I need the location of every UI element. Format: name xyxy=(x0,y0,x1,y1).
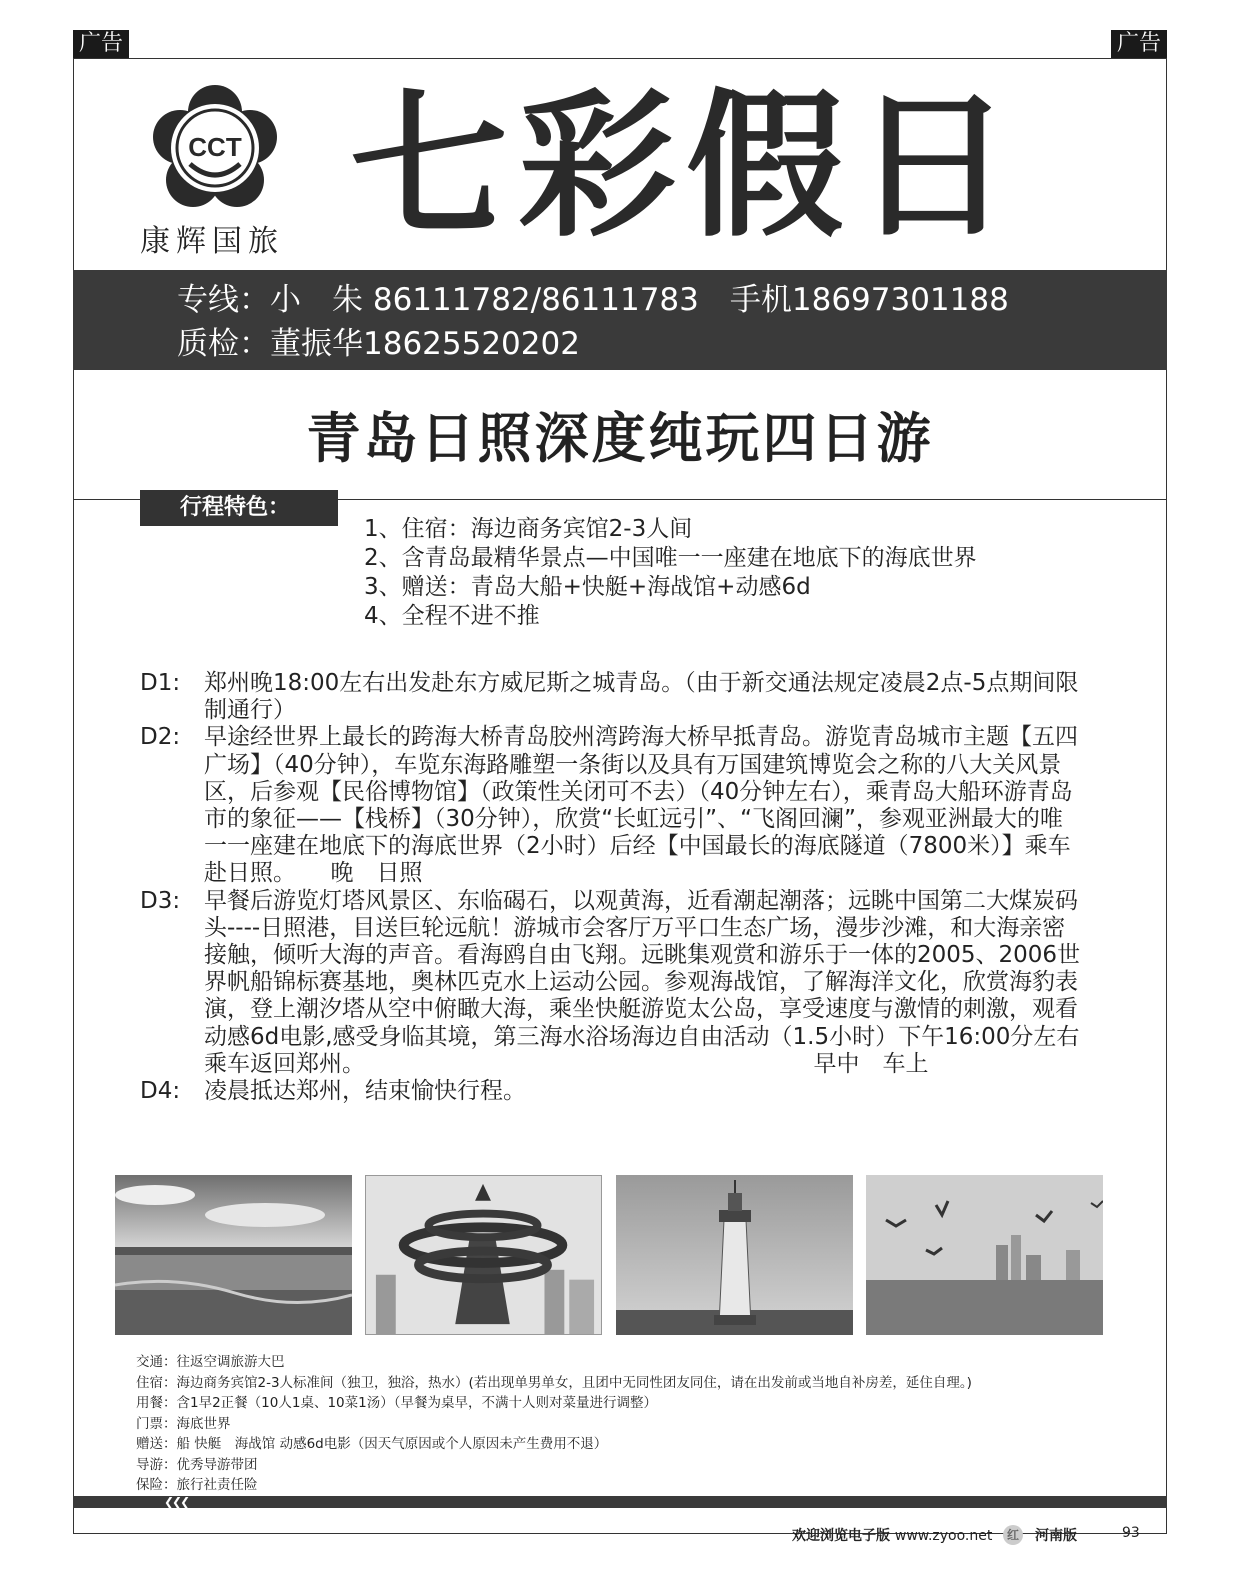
seal-icon: 红 xyxy=(1003,1525,1023,1545)
itinerary-day xyxy=(140,670,1085,724)
feature-item: 3、赠送：青岛大船+快艇+海战馆+动感6d xyxy=(364,574,811,600)
ad-label-right: 广告 xyxy=(1111,30,1167,58)
features-list xyxy=(364,515,977,631)
itinerary xyxy=(140,670,1085,1105)
itinerary-day xyxy=(140,888,1085,1078)
note-item: 交通：往返空调旅游大巴 xyxy=(136,1354,285,1370)
note-item: 用餐：含1早2正餐（10人1桌、10菜1汤）（早餐为桌早，不满十人则对菜量进行调整） xyxy=(136,1395,657,1411)
contact-quality: 质检：董振华18625520202 xyxy=(177,326,580,362)
footer-url[interactable]: www.zyoo.net xyxy=(894,1528,993,1544)
contact-banner xyxy=(73,270,1167,370)
seagulls-photo xyxy=(866,1175,1103,1335)
note-item: 赠送：船 快艇 海战馆 动感6d电影（因天气原因或个人原因未产生费用不退） xyxy=(136,1436,608,1452)
brand-title: 七彩假日 xyxy=(350,75,1022,259)
itinerary-day xyxy=(140,1078,1085,1105)
title-area xyxy=(73,370,1167,500)
note-item: 保险：旅行社责任险 xyxy=(136,1477,258,1493)
day-text: 凌晨抵达郑州，结束愉快行程。 xyxy=(204,1078,526,1105)
note-item: 住宿：海边商务宾馆2-3人标准间（独卫，独浴，热水）(若出现单男单女，且团中无同性团友同住，请在出发前或当地自补房差，延住自理。) xyxy=(136,1374,972,1391)
beach-photo xyxy=(115,1175,352,1335)
footer-edition: 河南版 xyxy=(1035,1528,1077,1544)
day-label: D2: xyxy=(140,724,181,751)
cct-logo-icon xyxy=(150,82,280,212)
feature-item: 1、住宿：海边商务宾馆2-3人间 xyxy=(364,516,693,542)
day-label: D4: xyxy=(140,1078,181,1105)
day-text: 早餐后游览灯塔风景区、东临碣石，以观黄海，近看潮起潮落；远眺中国第二大煤炭码头----日照港，目送巨轮远航！游城市会客厅万平口生态广场，漫步沙滩，和大海亲密接触，倾听大海的声音。看海鸥自由飞翔。远眺集观赏和游乐于一体的2005、2006世界帆船锦标赛基地，奥林匹克水上运动公园。参观海战馆，了解海洋文化，欣赏海豹表演，登上潮汐塔从空中俯瞰大海，乘坐快艇游览太公岛，享受速度与激情的刺激，观看动感6d电影,感受身临其境，第三海水浴场海边自由活动（1.5小时）下午16:00分左右乘车返回郑州。 早中 车上 xyxy=(204,887,1081,1077)
day-text: 郑州晚18:00左右出发赴东方威尼斯之城青岛。（由于新交通法规定凌晨2点-5点期间限制通行） xyxy=(204,670,1079,724)
lighthouse-photo xyxy=(616,1175,853,1335)
footer-welcome xyxy=(792,1525,992,1545)
day-text: 早途经世界上最长的跨海大桥青岛胶州湾跨海大桥早抵青岛。游览青岛城市主题【五四广场】（40分钟），车览东海路雕塑一条街以及具有万国建筑博览会之称的八大关风景区，后参观【民俗博物馆】（政策性关闭可不去）（40分钟左右），乘青岛大船环游青岛市的象征——【栈桥】（30分钟），欣赏“长虹远引”、“飞阁回澜”，参观亚洲最大的唯一一座建在地底下的海底世界（2小时）后经【中国最长的海底隧道（7800米）】乘车赴日照。 晚 日照 xyxy=(204,724,1078,887)
tour-title: 青岛日照深度纯玩四日游 xyxy=(306,406,934,470)
feature-item: 4、全程不进不推 xyxy=(364,603,540,629)
feature-item: 2、含青岛最精华景点—中国唯一一座建在地底下的海底世界 xyxy=(364,545,977,571)
note-item: 导游：优秀导游带团 xyxy=(136,1456,258,1473)
itinerary-day xyxy=(140,724,1085,887)
company-name: 康辉国旅 xyxy=(140,224,284,259)
footer-bar xyxy=(73,1496,1167,1508)
chevron-left-icon: ❮❮❮ xyxy=(164,1495,189,1509)
ad-label-left: 广告 xyxy=(73,30,129,58)
notes xyxy=(136,1352,972,1496)
may-fourth-sculpture-photo xyxy=(365,1175,602,1335)
logo-text: CCT xyxy=(188,132,242,162)
note-item: 门票：海底世界 xyxy=(136,1415,231,1432)
page-number: 93 xyxy=(1122,1525,1140,1541)
contact-hotline: 专线：小 朱 86111782/86111783 手机18697301188 xyxy=(177,282,1009,318)
day-label: D1: xyxy=(140,670,181,696)
features-tag: 行程特色： xyxy=(140,490,338,526)
day-label: D3: xyxy=(140,887,181,914)
footer-welcome-text: 欢迎浏览电子版 xyxy=(792,1528,890,1544)
